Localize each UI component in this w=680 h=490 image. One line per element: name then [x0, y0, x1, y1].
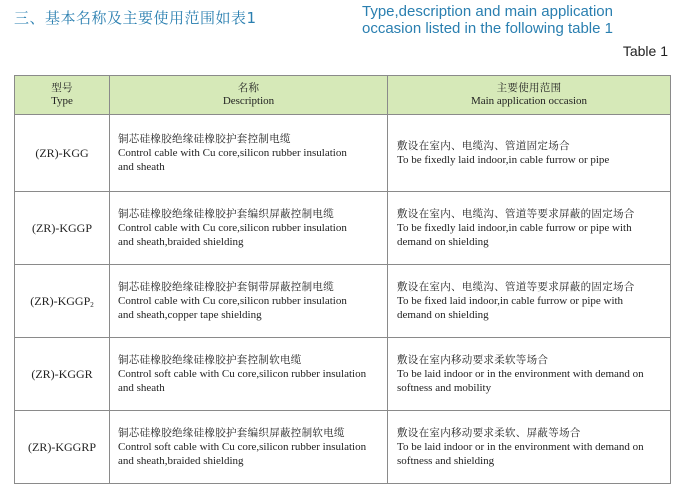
application-en-line2: demand on shielding: [397, 236, 489, 248]
cable-type-cell: [15, 265, 110, 338]
description-cn: 铜芯硅橡胶绝缘硅橡胶护套编织屏蔽控制电缆: [118, 208, 334, 220]
description-en-line1: Control cable with Cu core,silicon rubber insulation: [118, 147, 347, 159]
application-cell: [388, 115, 671, 192]
description-cell: [110, 192, 388, 265]
table-row: [15, 338, 671, 411]
cable-type-cell: (ZR)-KGGR: [15, 338, 110, 411]
description-en-line2: and sheath: [118, 161, 165, 173]
description-en-line1: Control cable with Cu core,silicon rubber insulation: [118, 295, 347, 307]
column-header-description: [110, 76, 388, 115]
description-en-line2: and sheath,copper tape shielding: [118, 309, 262, 321]
application-cell: [388, 265, 671, 338]
description-cell: [110, 265, 388, 338]
description-en-line2: and sheath: [118, 382, 165, 394]
description-en-line2: and sheath,braided shielding: [118, 455, 244, 467]
column-header-description-en: Description: [222, 95, 275, 107]
cable-type-cell: (ZR)-KGGRP: [15, 411, 110, 484]
application-en-line2: softness and shielding: [397, 455, 495, 467]
section-title-english-line2: occasion listed in the following table 1: [362, 20, 613, 37]
description-cn: 铜芯硅橡胶绝缘硅橡胶护套编织屏蔽控制软电缆: [118, 427, 345, 439]
application-en-line1: To be fixedly laid indoor,in cable furrow or pipe with: [397, 222, 632, 234]
table-row: [15, 192, 671, 265]
application-en-line2: softness and mobility: [397, 382, 492, 394]
description-en-line1: Control soft cable with Cu core,silicon rubber insulation: [118, 368, 367, 380]
section-title-english: [362, 3, 662, 37]
application-en-line1: To be laid indoor or in the environment with demand on: [397, 441, 644, 453]
description-cn: 铜芯硅橡胶绝缘硅橡胶护套控制软电缆: [118, 354, 302, 366]
column-header-type: [15, 76, 110, 115]
column-header-description-cn: 名称: [237, 82, 260, 94]
table-row: [15, 411, 671, 484]
application-cell: [388, 192, 671, 265]
application-en-line2: demand on shielding: [397, 309, 489, 321]
description-cn: 铜芯硅橡胶绝缘硅橡胶护套控制电缆: [118, 133, 291, 145]
description-en-line1: Control soft cable with Cu core,silicon rubber insulation: [118, 441, 367, 453]
column-header-type-en: Type: [51, 95, 73, 107]
application-cn: 敷设在室内、电缆沟、管道等要求屏蔽的固定场合: [397, 281, 635, 293]
column-header-type-cn: 型号: [51, 82, 73, 94]
table-label: Table 1: [622, 43, 668, 59]
cable-type-cell: (ZR)-KGG: [15, 115, 110, 192]
table-header-row: [15, 76, 671, 115]
cable-type-cell: (ZR)-KGGP: [15, 192, 110, 265]
application-cn: 敷设在室内、电缆沟、管道固定场合: [397, 140, 570, 152]
description-en-line2: and sheath,braided shielding: [118, 236, 244, 248]
description-cell: [110, 338, 388, 411]
table-row: [15, 265, 671, 338]
column-header-application-en: Main application occasion: [470, 95, 588, 107]
column-header-application-cn: 主要使用范围: [496, 82, 562, 94]
application-en-line1: To be fixedly laid indoor,in cable furrow or pipe: [397, 154, 610, 166]
description-cell: [110, 115, 388, 192]
description-en-line1: Control cable with Cu core,silicon rubber insulation: [118, 222, 347, 234]
application-cell: [388, 338, 671, 411]
table-row: [15, 115, 671, 192]
cable-type-subscript: 2: [90, 300, 94, 309]
cable-type-table: [14, 75, 671, 484]
section-title-english-line1: Type,description and main application: [362, 3, 613, 20]
application-cn: 敷设在室内、电缆沟、管道等要求屏蔽的固定场合: [397, 208, 635, 220]
application-cn: 敷设在室内移动要求柔软等场合: [397, 354, 549, 366]
application-en-line1: To be laid indoor or in the environment with demand on: [397, 368, 644, 380]
column-header-application: [388, 76, 671, 115]
cable-type-text: (ZR)-KGGP: [30, 293, 91, 308]
application-en-line1: To be fixed laid indoor,in cable furrow or pipe with: [397, 295, 624, 307]
description-cell: [110, 411, 388, 484]
description-cn: 铜芯硅橡胶绝缘硅橡胶护套铜带屏蔽控制电缆: [118, 281, 334, 293]
application-cell: [388, 411, 671, 484]
section-title-chinese: 三、基本名称及主要使用范围如表1: [14, 9, 257, 27]
application-cn: 敷设在室内移动要求柔软、屏蔽等场合: [397, 427, 581, 439]
